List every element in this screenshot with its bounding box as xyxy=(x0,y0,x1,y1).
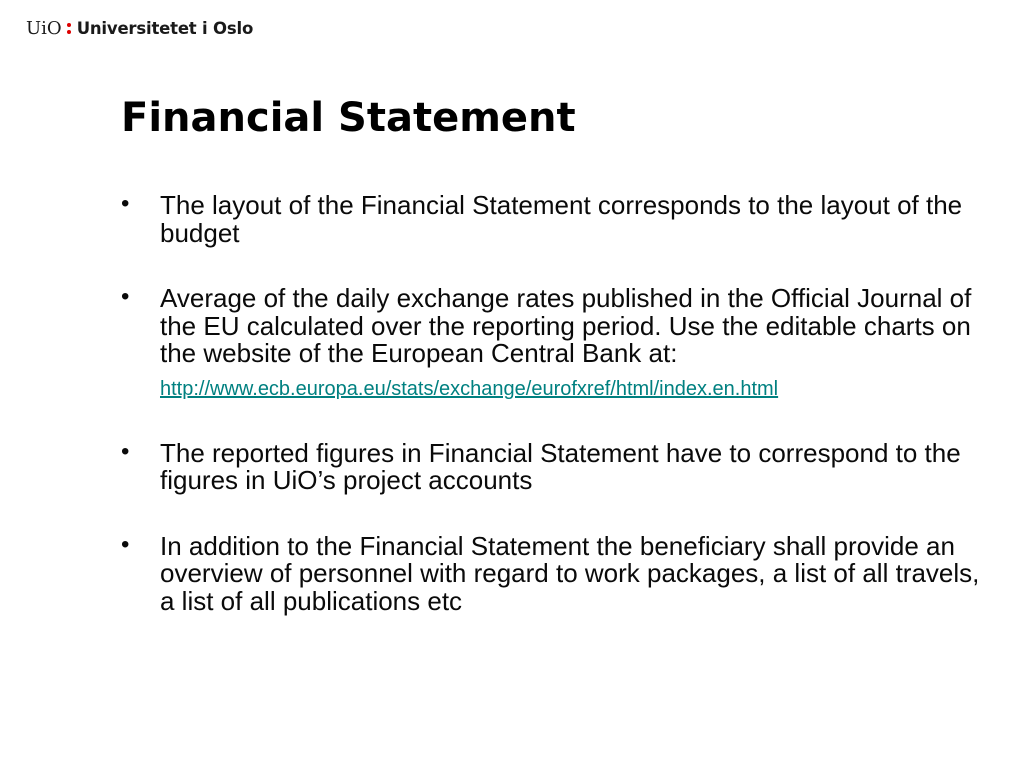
ecb-exchange-link[interactable]: http://www.ecb.europa.eu/stats/exchange/eurofxref/html/index.en.html xyxy=(160,377,779,400)
bullet-text: The reported figures in Financial Statement have to correspond to the figures in UiO’s project accounts xyxy=(160,437,961,495)
logo-short-name: UiO xyxy=(26,17,62,39)
bullet-icon: • xyxy=(121,283,130,310)
logo-dots-icon xyxy=(67,23,71,34)
bullet-icon: • xyxy=(121,190,130,217)
bullet-text: Average of the daily exchange rates published in the Official Journal of the EU calculated over the reporting period. Use the editable charts on the website of the European Central Bank at: xyxy=(160,283,972,368)
slide-title: Financial Statement xyxy=(121,95,576,141)
bullet-icon: • xyxy=(121,437,130,465)
bullet-text: In addition to the Financial Statement the beneficiary shall provide an overview of personnel with regard to work packages, a list of all travels, a list of all publications etc xyxy=(160,530,980,616)
bullet-item xyxy=(121,437,981,495)
bullet-item xyxy=(121,192,981,247)
bullet-list xyxy=(121,192,981,615)
bullet-icon: • xyxy=(121,530,130,558)
bullet-item xyxy=(121,285,981,402)
uio-logo xyxy=(26,14,253,42)
logo-full-name: Universitetet i Oslo xyxy=(76,18,254,38)
bullet-item xyxy=(121,530,981,616)
bullet-text: The layout of the Financial Statement corresponds to the layout of the budget xyxy=(160,190,963,248)
